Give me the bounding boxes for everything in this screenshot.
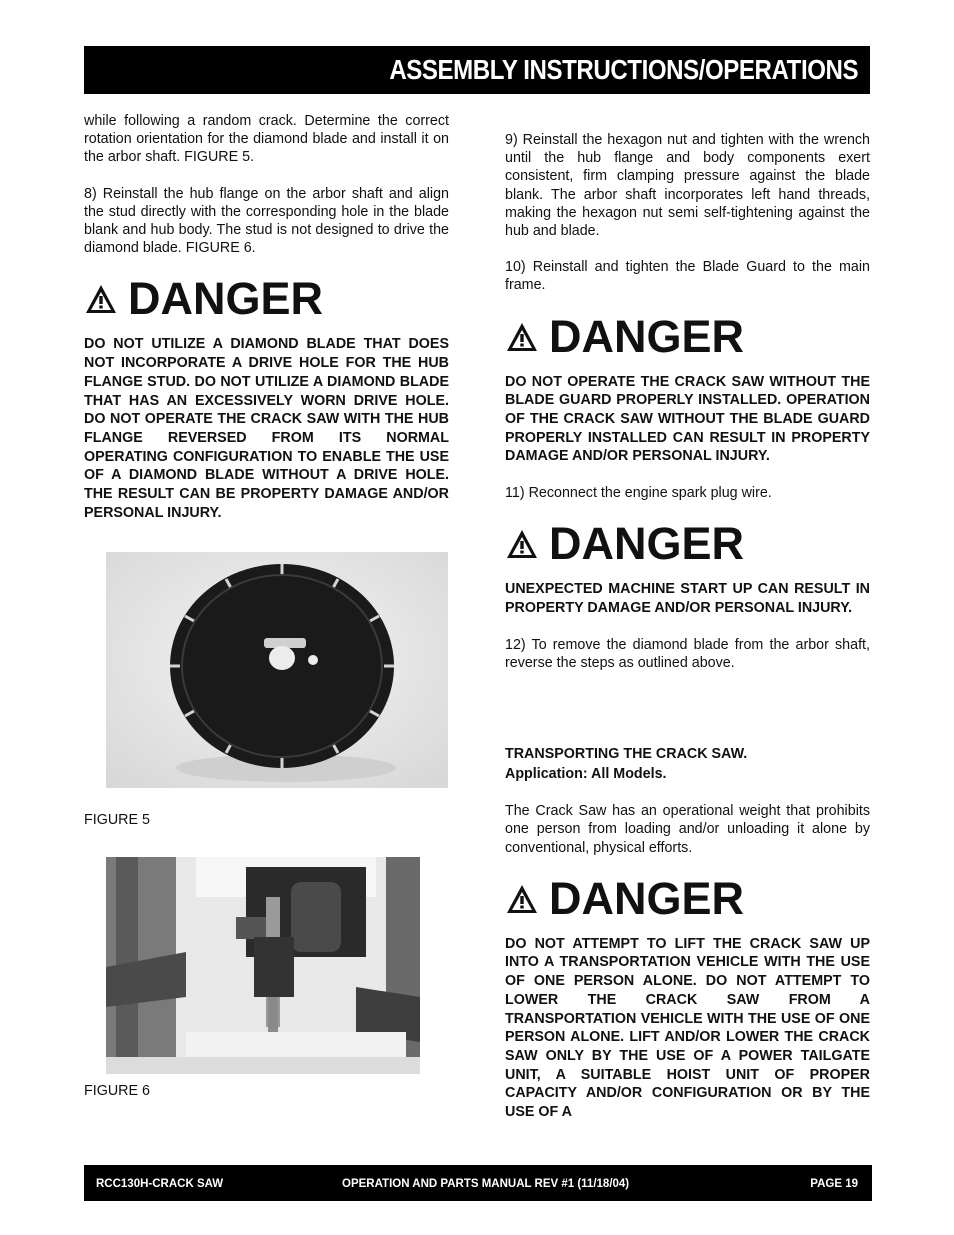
danger-text: DO NOT OPERATE THE CRACK SAW WITHOUT THE BLADE GUARD PROPERLY INSTALLED. OPERATION OF THE CRACK SAW WITHOUT THE BLADE GUARD PROPERLY INSTALLED CAN RESULT IN PROPERTY DAMAGE AND/OR PERSONAL INJURY. [505,373,870,465]
danger-text: DO NOT UTILIZE A DIAMOND BLADE THAT DOES NOT INCORPORATE A DRIVE HOLE FOR THE HUB FLANGE STUD. DO NOT UTILIZE A DIAMOND BLADE THAT HAS AN EXCESSIVELY WORN DRIVE HOLE. DO NOT OPERATE THE CRACK SAW WITH THE HUB FLANGE REVERSED FROM ITS NORMAL OPERATING CONFIGURATION TO ENABLE THE USE OF A DIAMOND BLADE WITHOUT A DRIVE HOLE. THE RESULT CAN BE PROPERTY DAMAGE AND/OR PERSONAL INJURY. [84,336,449,521]
section-application: Application: All Models. [505,766,667,783]
warning-triangle-icon [505,883,539,915]
warning-triangle-icon [505,321,539,353]
page-title: ASSEMBLY INSTRUCTIONS/OPERATIONS [389,54,858,85]
header-bar [84,46,870,94]
danger-title: DANGER [549,310,745,362]
paragraph-transport: The Crack Saw has an operational weight that prohibits one person from loading and/or unloading it alone by conventional, physical efforts. [505,803,870,856]
danger-heading [505,516,870,572]
left-column [84,112,449,522]
right-column [505,131,870,1122]
warning-triangle-icon [505,528,539,560]
danger-title: DANGER [549,518,745,570]
danger-heading [84,271,449,327]
figure-6-caption: FIGURE 6 [84,1083,150,1099]
warning-triangle-icon [84,283,118,315]
danger-heading [505,309,870,365]
paragraph-continuation: while following a random crack. Determine the correct rotation orientation for the diamond blade and install it on the arbor shaft. FIGURE 5. [84,113,449,166]
paragraph-step-12: 12) To remove the diamond blade from the arbor shaft, reverse the steps as outlined above. [505,636,870,671]
danger-title: DANGER [128,273,324,325]
danger-heading [505,871,870,927]
paragraph-step-8: 8) Reinstall the hub flange on the arbor shaft and align the stud directly with the corresponding hole in the blade blank and hub body. The stud is not designed to drive the diamond blade. FIGURE 6. [84,185,449,257]
footer-manual-title: OPERATION AND PARTS MANUAL REV #1 (11/18/04) [342,1178,630,1190]
danger-title: DANGER [549,872,745,924]
footer-bar [84,1165,872,1201]
footer-model: RCC130H-CRACK SAW [96,1178,224,1190]
diamond-blade-photo [106,552,448,788]
hub-flange-photo [106,857,420,1074]
paragraph-step-10: 10) Reinstall and tighten the Blade Guard to the main frame. [505,259,870,294]
section-heading: TRANSPORTING THE CRACK SAW. [505,746,748,763]
danger-text: DO NOT ATTEMPT TO LIFT THE CRACK SAW UP INTO A TRANSPORTATION VEHICLE WITH THE USE OF ONE PERSON ALONE. DO NOT ATTEMPT TO LOWER THE CRACK SAW FROM A TRANSPORTATION VEHICLE WITH THE USE OF ONE PERSON ALONE. LIFT AND/OR LOWER THE CRACK SAW ONLY BY THE USE OF A POWER TAILGATE UNIT, A SUITABLE HOIST UNIT OF PROPER CAPACITY AND/OR CONFIGURATION OR BY THE USE OF A [505,935,870,1121]
page-number: PAGE 19 [810,1178,858,1190]
danger-text: UNEXPECTED MACHINE START UP CAN RESULT IN PROPERTY DAMAGE AND/OR PERSONAL INJURY. [505,581,870,617]
figure-5-caption: FIGURE 5 [84,812,150,828]
paragraph-step-9: 9) Reinstall the hexagon nut and tighten with the wrench until the hub flange and body components exert consistent, firm clamping pressure against the blade blank. The arbor shaft incorporates left hand threads, making the hexagon nut semi self-tightening against the hub and blade. [505,132,870,240]
paragraph-step-11: 11) Reconnect the engine spark plug wire. [505,485,772,502]
